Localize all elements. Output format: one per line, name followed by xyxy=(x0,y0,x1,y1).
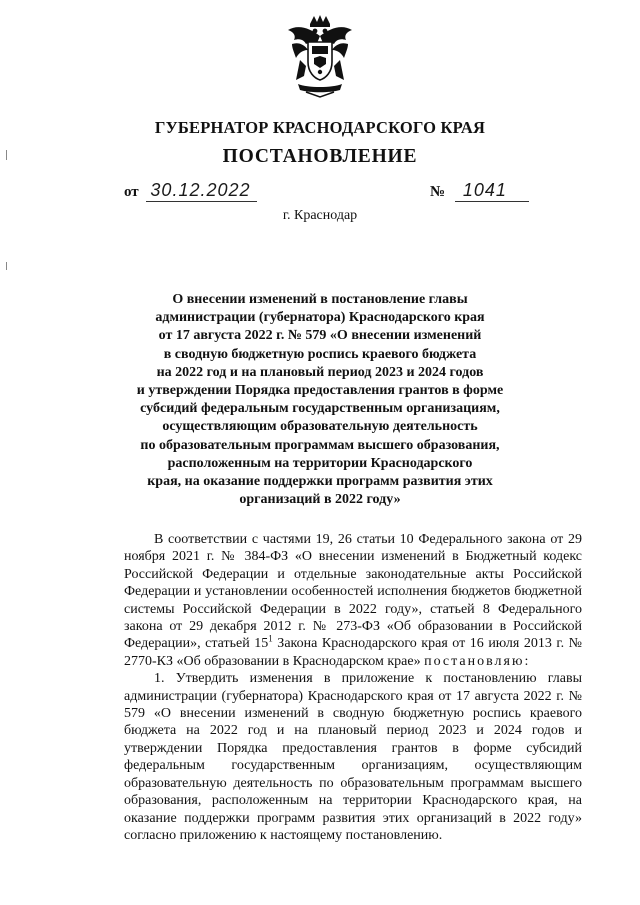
article-superscript: 1 xyxy=(268,633,273,644)
title-line: от 17 августа 2022 г. № 579 «О внесении изменений xyxy=(158,328,482,344)
title-line: осуществляющим образовательную деятельность xyxy=(162,419,478,435)
date-value: 30.12.2022 xyxy=(146,180,256,202)
scan-mark xyxy=(6,262,7,270)
document-title xyxy=(120,291,520,509)
authority-heading: ГУБЕРНАТОР КРАСНОДАРСКОГО КРАЯ xyxy=(154,118,486,137)
body-paragraph-preamble xyxy=(124,531,582,670)
title-line: организаций в 2022 году» xyxy=(239,492,401,508)
title-line: администрации (губернатора) Краснодарского края xyxy=(155,310,485,326)
number-line xyxy=(430,180,529,202)
date-line xyxy=(124,180,257,202)
document-type-heading: ПОСТАНОВЛЕНИЕ xyxy=(222,146,418,167)
number-value: 1041 xyxy=(455,180,529,202)
preamble-text: В соответствии с частями 19, 26 статьи 10 Федерального закона от 29 ноября 2021 г. № 384-ФЗ «О внесении изменений в Бюджетный кодекс Российской Федерации и отдельные законодательные акты Российской Федерации и установлении особенностей исполнения бюджетов бюджетной системы Российской Федерации в 2022 году», статьей 8 Федерального закона от 29 декабря 2012 г. № 273-ФЗ «Об образовании в Российской Федерации», статьей 15 xyxy=(124,532,582,652)
title-line: на 2022 год и на плановый период 2023 и 2024 годов xyxy=(156,364,484,380)
city-label: г. Краснодар xyxy=(282,208,358,223)
title-line: по образовательным программам высшего образования, xyxy=(140,437,500,453)
title-line: расположенным на территории Краснодарского xyxy=(167,455,473,471)
title-line: в сводную бюджетную роспись краевого бюджета xyxy=(163,346,477,362)
resolve-word: постановляю: xyxy=(424,653,531,669)
title-line: и утверждении Порядка предоставления грантов в форме xyxy=(136,383,504,399)
title-line: края, на оказание поддержки программ развития этих xyxy=(147,474,493,490)
preamble-text-cont: Закона Краснодарского края от 16 июля 2013 г. № 2770-КЗ «Об образовании в Краснодарском крае» xyxy=(124,636,582,669)
title-line: О внесении изменений в постановление главы xyxy=(172,292,468,307)
number-prefix: № xyxy=(430,184,446,200)
title-line: субсидий федеральным государственным организациям, xyxy=(140,401,500,417)
krasnodar-coat-of-arms-icon xyxy=(284,14,356,98)
body-paragraph-item-1: 1. Утвердить изменения в приложение к постановлению главы администрации (губернатора) Краснодарского края от 17 августа 2022 г. № 579 «О внесении изменений в сводную бюджетную роспись краевого бюджета на 2022 год и на плановый период 2023 и 2024 годов и утверждении Порядка предоставления грантов в форме субсидий федеральным государственным организациям, осуществляющим образовательную деятельность по образовательным программам высшего образования, расположенным на территории Краснодарского края, на оказание поддержки программ развития этих организаций в 2022 году» согласно приложению к настоящему постановлению. xyxy=(124,671,582,843)
document-body xyxy=(124,531,582,844)
date-prefix: от xyxy=(124,184,139,200)
